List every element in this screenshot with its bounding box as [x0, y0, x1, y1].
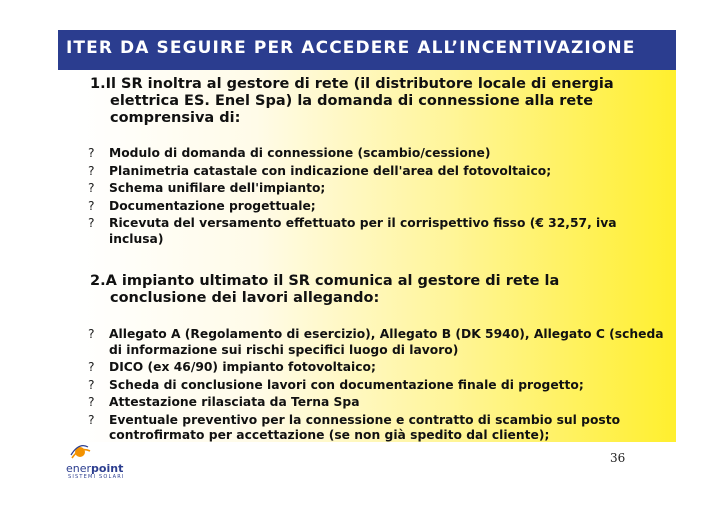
- list-item: [88, 327, 678, 358]
- list-item-text: Documentazione progettuale;: [109, 198, 316, 213]
- logo-word-point: point: [91, 462, 124, 475]
- bullet: ?: [88, 216, 95, 230]
- bullet: ?: [88, 360, 95, 374]
- list-item: [88, 164, 668, 180]
- sun-swirl-icon: [71, 446, 90, 458]
- bullet: ?: [88, 146, 95, 160]
- bullet: ?: [88, 181, 95, 195]
- section-1-heading: [90, 76, 660, 127]
- bullet: ?: [88, 198, 95, 213]
- list-item: [88, 413, 678, 444]
- bullet: ?: [88, 412, 95, 427]
- list-item-text: DICO (ex 46/90) impianto fotovoltaico;: [109, 360, 376, 374]
- list-item: [88, 378, 678, 394]
- slide-title: ITER DA SEGUIRE PER ACCEDERE ALL’INCENTIVAZIONE: [66, 38, 636, 58]
- bullet: ?: [88, 163, 95, 178]
- bullet: ?: [88, 377, 95, 392]
- list-item: [88, 216, 668, 247]
- list-item-text: Allegato A (Regolamento di esercizio), Allegato B (DK 5940), Allegato C (scheda di informazione sui rischi specifici luogo di lavoro): [109, 327, 664, 357]
- list-item-text: Modulo di domanda di connessione (scambio/cessione): [109, 146, 491, 160]
- list-item: [88, 395, 678, 411]
- page-number: 36: [610, 451, 626, 465]
- list-item-text: Ricevuta del versamento effettuato per il corrispettivo fisso (€ 32,57, iva inclusa): [109, 216, 617, 246]
- list-item-text: Attestazione rilasciata da Terna Spa: [109, 395, 360, 409]
- bullet: ?: [88, 395, 95, 409]
- list-item-text: Planimetria catastale con indicazione dell'area del fotovoltaico;: [109, 163, 552, 178]
- list-item: [88, 146, 668, 162]
- list-item-text: Scheda di conclusione lavori con documentazione finale di progetto;: [109, 377, 584, 392]
- section-2-list: [88, 327, 678, 446]
- list-item: [88, 360, 678, 376]
- list-item: [88, 199, 668, 215]
- section-1-list: [88, 146, 668, 249]
- section-1-heading-text: 1.Il SR inoltra al gestore di rete (il distributore locale di energia elettrica ES. Enel Spa) la domanda di connessione alla rete comprensiva di:: [90, 76, 614, 126]
- list-item-text: Eventuale preventivo per la connessione e contratto di scambio sul posto controfirmato per accettazione (se non già spedito dal cliente);: [109, 412, 621, 442]
- title-bar: [58, 30, 676, 70]
- logo-tagline: SISTEMI SOLARI: [68, 474, 125, 480]
- bullet: ?: [88, 327, 95, 341]
- list-item-text: Schema unifilare dell'impianto;: [109, 181, 326, 195]
- logo-word-ener: ener: [66, 462, 92, 475]
- list-item: [88, 181, 668, 197]
- section-2-heading-text: 2.A impianto ultimato il SR comunica al gestore di rete la conclusione dei lavori allegando:: [90, 273, 560, 306]
- section-2-heading: [90, 273, 650, 307]
